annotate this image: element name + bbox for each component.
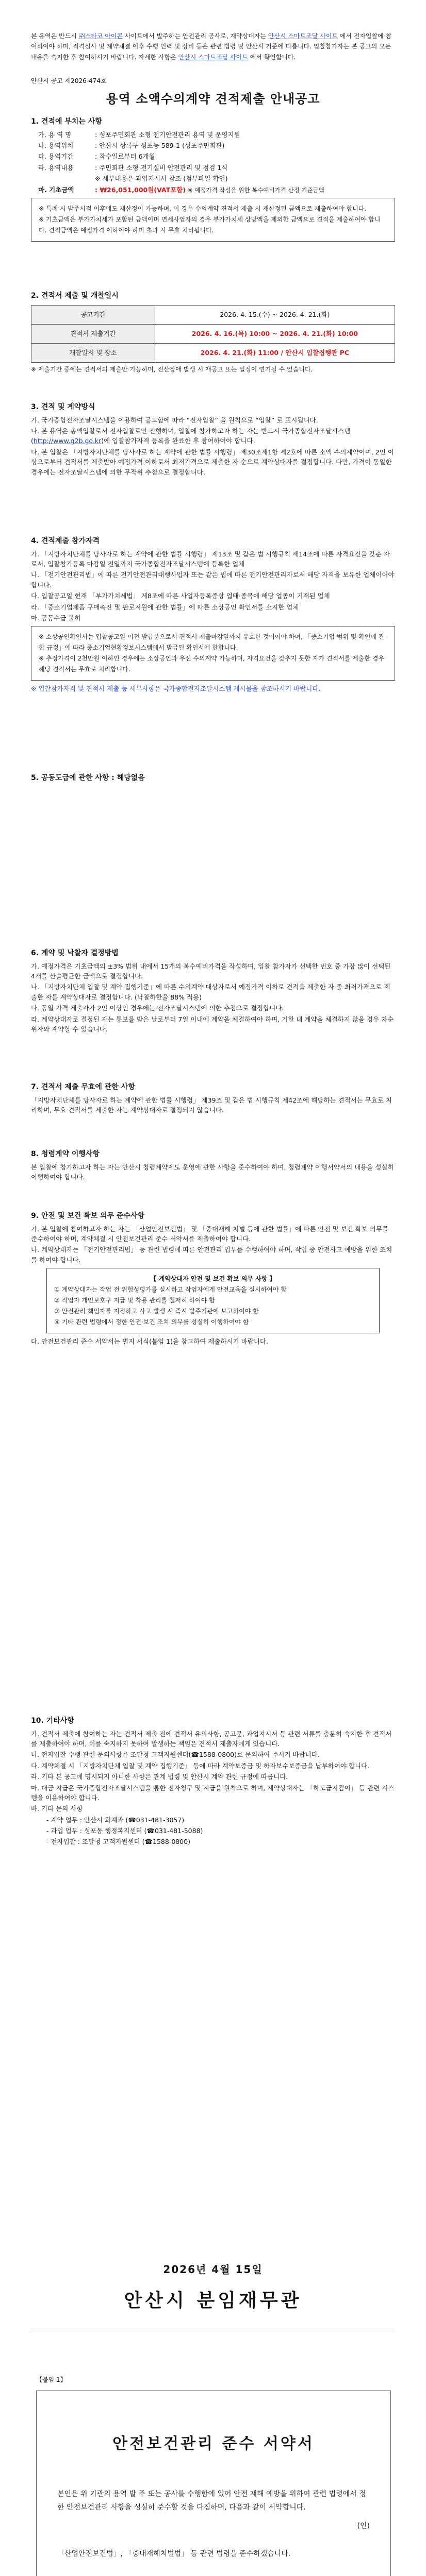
qualification-notice-box: ※ 소상공인확인서는 입찰공고일 이전 발급분으로서 견적서 제출마감일까지 유효한 것이어야 하며, 「중소기업 범위 및 확인에 관한 규정」에 따라 중소기업현황정보시스템에서 발급된 확인서에 한합니다. ※ 추정가격이 2천만원 이하인 경우에는 소상공인과 우선 수의계약 가능하며, 자격요건을 갖추지 못한 자가 견적서를 제출한 경우 해당 견적서는 무효로 처리합니다. bbox=[31, 626, 395, 681]
schedule-note: ※ 제출기간 중에는 견적서의 제출만 가능하며, 전산장애 발생 시 재공고 또는 일정이 연기될 수 있습니다. bbox=[31, 365, 313, 373]
item-location: 나. 용역위치 : 안산시 상록구 성포동 589-1 (성포주민회관) bbox=[38, 142, 225, 150]
section-10: 10. 기타사항 가. 견적서 제출에 참여하는 자는 견적서 제출 전에 견적서 유의사항, 공고문, 과업지시서 등 관련 서류를 충분히 숙지한 후 견적서를 제출하여야 하며, 이를 숙지하지 못하여 발생하는 책임은 견적서 제출자에게 있습니다. 나. 전자입찰 수행 관련 문의사항은 조달청 고객지원센터(☎1588-0800)로 문의하여 주시기 바랍니다. 다. 계약체결 시 「지방자치단체 입찰 및 계약 집행기준」 등에 따라 계약보증금 및 하자보수보증금을 납부하여야 합니다. 라. 기타 본 공고에 명시되지 아니한 사항은 관계 법령 및 안산시 계약 관련 규정에 따릅니다. 마. 대금 지급은 국가종합전자조달시스템을 통한 전자청구 및 지급을 원칙으로 하며, 계약상대자는 「하도급지킴이」 등 관련 시스템을 이용하여야 합니다. 바. 기타 문의 사항 - 계약 업무 : 안산시 회계과 (☎031-481-3057) - 과업 업무 : 성포동 행정복지센터 (☎031-481-5088) - 전자입찰 : 조달청 고객지원센터 (☎1588-0800) bbox=[31, 1716, 395, 1848]
pledge-sign: (인) bbox=[357, 2521, 370, 2530]
section-heading: 7. 견적서 제출 무효에 관한 사항 bbox=[31, 1083, 135, 1091]
schedule-table bbox=[31, 305, 395, 363]
item-period: 다. 용역기간 : 착수일로부터 6개월 bbox=[38, 152, 155, 161]
section-9: 9. 안전 및 보건 확보 의무 준수사항 가. 본 입찰에 참여하고자 하는 자는 「산업안전보건법」 및 「중대재해 처벌 등에 관한 법률」에 따른 안전 및 보건 확보 의무를 준수하여야 하며, 계약체결 시 안전보건관리 준수 서약서를 제출하여야 합니다. 나. 계약상대자는 「전기안전관리법」 등 관련 법령에 따른 안전관리 업무를 수행하여야 하며, 작업 중 안전사고 예방을 위한 조치를 하여야 합니다. 【 계약상대자 안전 및 보건 확보 의무 사항 】 ① 계약상대자는 작업 전 위험성평가를 실시하고 작업자에게 안전교육을 실시하여야 함 ② 작업자 개인보호구 지급 및 착용 관리를 철저히 하여야 함 ③ 안전관리 책임자를 지정하고 사고 발생 시 즉시 발주기관에 보고하여야 함 ④ 기타 관련 법령에서 정한 안전·보건 조치 의무를 성실히 이행하여야 함 다. 안전보건관리 준수 서약서는 별지 서식(붙임 1)을 참고하여 제출하시기 바랍니다. bbox=[31, 1211, 395, 1348]
section-heading: 1. 견적에 부치는 사항 bbox=[31, 117, 102, 126]
section-heading: 3. 견적 및 계약방식 bbox=[31, 403, 95, 411]
section-4: 4. 견적제출 참가자격 가. 「지방자치단체를 당사자로 하는 계약에 관한 법률 시행령」 제13조 및 같은 법 시행규칙 제14조에 따른 자격요건을 갖춘 자로서, 입찰참가등록 마감일 전일까지 국가종합전자조달시스템에 등록한 업체 나. 「전기안전관리법」에 따른 전기안전관리대행사업자 또는 같은 법에 따른 전기안전관리자로서 해당 자격을 보유한 업체이어야 합니다. 다. 입찰공고일 현재 「부가가치세법」 제8조에 따른 사업자등록증상 업태·종목에 해당 업종이 기재된 업체 라. 「중소기업제품 구매촉진 및 판로지원에 관한 법률」에 따른 소상공인 확인서를 소지한 업체 마. 공동수급 불허 ※ 소상공인확인서는 입찰공고일 이전 발급분으로서 견적서 제출마감일까지 유효한 것이어야 하며, 「중소기업 범위 및 확인에 관한 규정」에 따라 중소기업현황정보시스템에서 발급된 확인서에 한합니다. ※ 추정가격이 2천만원 이하인 경우에는 소상공인과 우선 수의계약 가능하며, 자격요건을 갖추지 못한 자가 견적서를 제출한 경우 해당 견적서는 무효로 처리합니다. ※ 입찰참가자격 및 견적서 제출 등 세부사항은 국가종합전자조달시스템 게시물을 참조하시기 바랍니다. bbox=[31, 536, 395, 695]
link-smart-procurement[interactable]: 안산시 스마트조달 사이트 bbox=[268, 32, 338, 40]
item-content-note: ※ 세부내용은 과업지시서 참조 (첨부파일 확인) bbox=[95, 175, 228, 183]
announcement-date: 2026년 4월 15일 bbox=[163, 2263, 263, 2276]
table-row: 견적서 제출기간 2026. 4. 16.(목) 10:00 ~ 2026. 4. 21.(화) 10:00 bbox=[31, 324, 395, 343]
pledge-body: 본인은 위 기관의 용역 발 주 또는 공사를 수행함에 있어 안전 재해 예방을 위하여 관련 법령에서 정한 안전보건관리 사항을 성실히 준수할 것을 다짐하며, 다음과 같이 서약합니다. bbox=[57, 2489, 366, 2512]
section-1 bbox=[31, 116, 395, 245]
pledge-title: 안전보건관리 준수 서약서 bbox=[112, 2435, 315, 2453]
top-note: 본 용역은 반드시 ㈜스타코 아이콘 사이트에서 발주하는 안전관리 공사로, 계약상대자는 안산시 스마트조달 사이트 에서 전자입찰에 참여하여야 하며, 적격심사 및 계약체결 이후 수행 인력 및 장비 등은 관련 법령 및 안산시 기준에 따릅니다. 입찰참가자는 본 공고의 모든 내용을 숙지한 후 참여하시기 바랍니다. 자세한 사항은 안산시 스마트조달 사이트 에서 확인합니다. bbox=[31, 32, 392, 61]
table-row: 공고기간 2026. 4. 15.(수) ~ 2026. 4. 21.(화) bbox=[31, 305, 395, 324]
contact-task: - 과업 업무 : 성포동 행정복지센터 (☎031-481-5088) bbox=[46, 1827, 203, 1835]
g2b-link[interactable]: http://www.g2b.go.kr bbox=[33, 437, 102, 445]
budget-notice-box: ※ 특례 시 발주시점 이후에도 재산정이 가능하며, 이 경우 수의계약 견적서 제출 시 재산정된 금액으로 제출하여야 합니다. ※ 기초금액은 부가가치세가 포함된 금액이며 면세사업자의 경우 부가가치세 상당액을 제외한 금액으로 견적을 제출하여야 합니다. 견적금액은 예정가격 이하여야 하며 초과 시 무효 처리됩니다. bbox=[31, 198, 395, 242]
section-7: 7. 견적서 제출 무효에 관한 사항 「지방자치단체를 당사자로 하는 계약에 관한 법률 시행령」 제39조 및 같은 법 시행규칙 제42조에 해당하는 견적서는 무효로 처리하며, 무효 견적서를 제출한 자는 계약상대자로 결정되지 않습니다. bbox=[31, 1082, 395, 1116]
section-2 bbox=[31, 291, 395, 374]
section-heading: 4. 견적제출 참가자격 bbox=[31, 537, 100, 545]
section-heading: 8. 청렴계약 이행사항 bbox=[31, 1150, 100, 1158]
section-5 bbox=[31, 773, 395, 786]
pledge-law-line: 「산업안전보건법」, 「중대재해처벌법」 등 관련 법령을 준수하겠습니다. bbox=[57, 2550, 291, 2558]
table-row: 개찰일시 및 장소 2026. 4. 21.(화) 11:00 / 안산시 입찰집행관 PC bbox=[31, 343, 395, 362]
safety-duty-box: 【 계약상대자 안전 및 보건 확보 의무 사항 】 ① 계약상대자는 작업 전 위험성평가를 실시하고 작업자에게 안전교육을 실시하여야 함 ② 작업자 개인보호구 지급 및 착용 관리를 철저히 하여야 함 ③ 안전관리 책임자를 지정하고 사고 발생 시 즉시 발주기관에 보고하여야 함 ④ 기타 관련 법령에서 정한 안전·보건 조치 의무를 성실히 이행하여야 함 bbox=[46, 1268, 380, 1333]
item-name: 가. 용 역 명 : 성포주민회관 소형 전기안전관리 용역 및 운영지원 bbox=[38, 130, 240, 139]
contact-e-bid: - 전자입찰 : 조달청 고객지원센터 (☎1588-0800) bbox=[46, 1838, 191, 1846]
link-smart-procurement-2[interactable]: 안산시 스마트조달 사이트 bbox=[178, 53, 248, 61]
section-heading: 9. 안전 및 보건 확보 의무 준수사항 bbox=[31, 1212, 145, 1220]
item-budget: 마. 기초금액 : ₩26,051,000원(VAT포함) ※ 예정가격 작성을 위한 복수예비가격 산정 기준금액 bbox=[38, 185, 324, 194]
section-heading: 6. 계약 및 낙찰자 결정방법 bbox=[31, 949, 119, 957]
attachment-tag: 【붙임 1】 bbox=[36, 2376, 67, 2383]
link-starco[interactable]: ㈜스타코 아이콘 bbox=[78, 32, 123, 40]
pledge-form bbox=[36, 2391, 391, 2576]
section-6: 6. 계약 및 낙찰자 결정방법 가. 예정가격은 기초금액의 ±3% 범위 내에서 15개의 복수예비가격을 작성하며, 입찰 참가자가 선택한 번호 중 가장 많이 선택된 4개를 산술평균한 금액으로 결정합니다. 나. 「지방자치단체 입찰 및 계약 집행기준」에 따른 수의계약 대상자로서 예정가격 이하로 견적을 제출한 자 중 최저가격으로 제출한 자를 계약상대자로 결정합니다. (낙찰하한율 88% 적용) 다. 동일 가격 제출자가 2인 이상인 경우에는 전자조달시스템에 의한 추첨으로 결정합니다. 라. 계약상대자로 결정된 자는 통보를 받은 날로부터 7일 이내에 계약을 체결하여야 하며, 기한 내 계약을 체결하지 않을 경우 차순위자와 계약할 수 있습니다. bbox=[31, 948, 395, 1035]
section-heading: 10. 기타사항 bbox=[31, 1717, 74, 1725]
section-heading: 2. 견적서 제출 및 개찰일시 bbox=[31, 292, 119, 300]
qualification-highlight: ※ 입찰참가자격 및 견적서 제출 등 세부사항은 국가종합전자조달시스템 게시물을 참조하시기 바랍니다. bbox=[31, 685, 321, 693]
section-heading: 5. 공동도급에 관한 사항 : 해당없음 bbox=[31, 774, 145, 782]
page-title: 용역 소액수의계약 견적제출 안내공고 bbox=[106, 92, 320, 106]
document-number: 안산시 공고 제2026-474호 bbox=[31, 77, 107, 84]
contact-contract: - 계약 업무 : 안산시 회계과 (☎031-481-3057) bbox=[46, 1816, 185, 1824]
section-3: 3. 견적 및 계약방식 가. 국가종합전자조달시스템을 이용하여 공고함에 따라 “전자입찰” 을 원칙으로 “입찰” 로 표시됩니다. 나. 본 용역은 총액입찰로서 전자입찰로만 진행하며, 입찰에 참가하고자 하는 자는 반드시 국가종합전자조달시스템(http://www.g2b.go.kr)에 입찰참가자격 등록을 완료한 후 참여하여야 합니다. 다. 본 입찰은 「지방자치단체를 당사자로 하는 계약에 관한 법률 시행령」 제30조제1항 제2호에 따른 소액 수의계약이며, 2인 이상으로부터 견적서를 제출받아 예정가격 이하로서 최저가격으로 제출한 자 순으로 계약상대자를 결정합니다. 다만, 가격이 동일한 경우에는 전자조달시스템에 의한 무작위 추첨으로 결정합니다. bbox=[31, 402, 395, 478]
section-8: 8. 청렴계약 이행사항 본 입찰에 참가하고자 하는 자는 안산시 청렴계약제도 운영에 관한 사항을 준수하여야 하며, 청렴계약 이행서약서의 내용을 성실히 이행하여야 합니다. bbox=[31, 1149, 395, 1183]
issuing-organization: 안산시 분임재무관 bbox=[124, 2290, 302, 2311]
item-content: 라. 용역내용 : 주민회관 소형 전기설비 안전관리 및 점검 1식 bbox=[38, 163, 228, 172]
